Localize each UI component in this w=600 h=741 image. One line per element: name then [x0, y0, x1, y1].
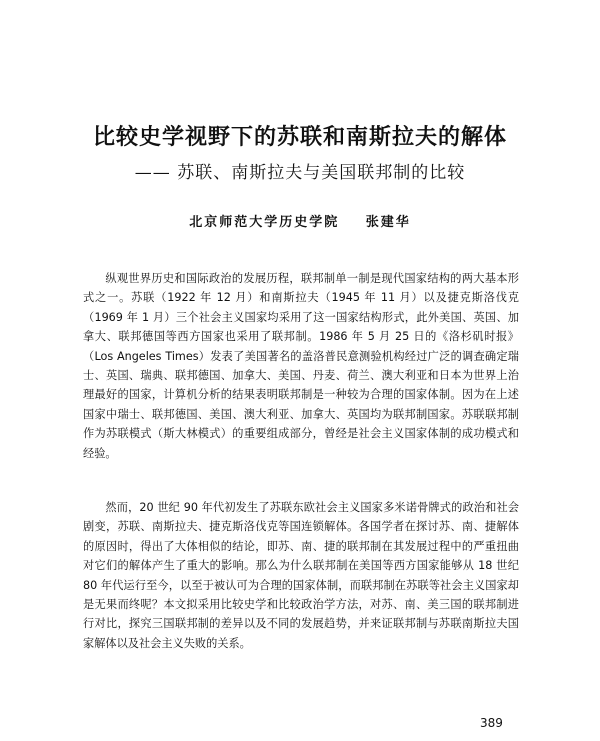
article-subtitle: —— 苏联、南斯拉夫与美国联邦制的比较 [134, 163, 466, 183]
author-affiliation: 北京师范大学历史学院 [189, 215, 340, 230]
body-paragraph-2: 然而，20 世纪 90 年代初发生了苏联东欧社会主义国家多米诺骨牌式的政治和社会剧变，苏联、南斯拉夫、捷克斯洛伐克等国连锁解体。各国学者在探讨苏、南、捷解体的原因时，得出了大体相似的结论，即苏、南、捷的联邦制在其发展过程中的严重扭曲对它们的解体产生了重大的影响。那么为什么联邦制在美国等西方国家能够从 18 世纪 80 年代运行至今，以至于被认可为合理的国家体制，而联邦制在苏联等社会主义国家却是无果而终呢？本文拟采用比较史学和比较政治学方法，对苏、南、美三国的联邦制进行对比，探究三国联邦制的差异以及不同的发展趋势，并来证联邦制与苏联南斯拉夫国家解体以及社会主义失败的关系。 [83, 501, 519, 650]
byline [0, 211, 600, 230]
article-title: 比较史学视野下的苏联和南斯拉夫的解体 [92, 125, 507, 150]
body-paragraph-1: 纵观世界历史和国际政治的发展历程，联邦制单一制是现代国家结构的两大基本形式之一。苏联（1922 年 12 月）和南斯拉夫（1945 年 11 月）以及捷克斯洛伐克（1969 年 1 月）三个社会主义国家均采用了这一国家结构形式，此外美国、英国、加拿大、联邦德国等西方国家也采用了联邦制。1986 年 5 月 25 日的《洛杉矶时报》（Los Angeles Times）发表了美国著名的盖洛普民意测验机构经过广泛的调查确定瑞士、英国、瑞典、联邦德国、加拿大、美国、丹麦、荷兰、澳大利亚和日本为世界上治理最好的国家，计算机分析的结果表明联邦制是一种较为合理的国家体制。因为在上述国家中瑞士、联邦德国、美国、澳大利亚、加拿大、英国均为联邦制国家。苏联联邦制作为苏联模式（斯大林模式）的重要组成部分，曾经是社会主义国家体制的成功模式和经验。 [83, 272, 519, 460]
author-name: 张建华 [365, 215, 411, 230]
page-number: 389 [480, 716, 503, 730]
